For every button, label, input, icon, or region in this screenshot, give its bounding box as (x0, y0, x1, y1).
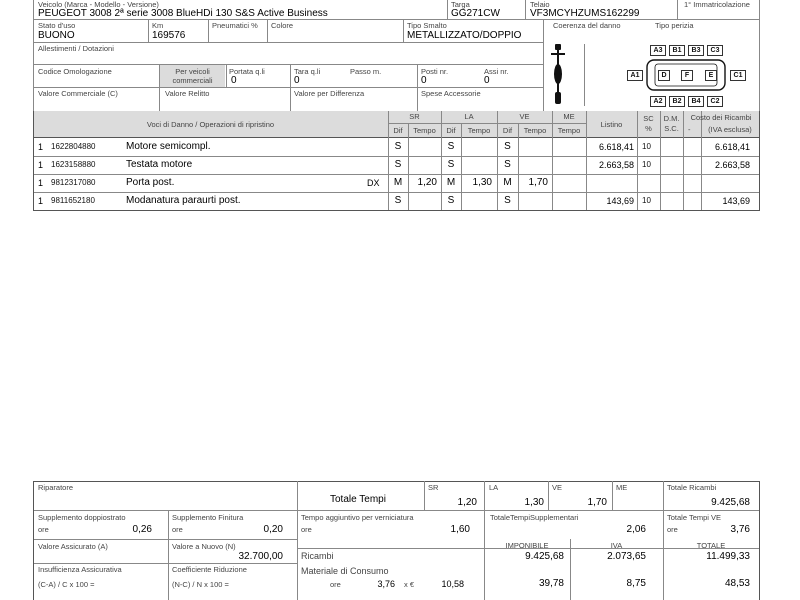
zone-e[interactable]: E (705, 70, 717, 81)
zone-f[interactable]: F (681, 70, 693, 81)
consumables-label: Materiale di Consumo (301, 566, 389, 576)
consumables-hours: 3,76 (377, 579, 395, 589)
row-ve-dif: M (503, 177, 512, 188)
table-title: Voci di Danno / Operazioni di ripristino (146, 120, 275, 129)
cost-dash: - (688, 125, 691, 134)
row-listino: 143,69 (606, 196, 634, 206)
row-la-time: 1,30 (472, 177, 492, 188)
accessory-costs-label: Spese Accessorie (421, 89, 481, 98)
la-dif-header: Dif (446, 126, 456, 135)
vehicle-km: 169576 (152, 30, 186, 41)
commercial-label-1: Per veicoli (175, 67, 210, 76)
consumables-rate: 10,58 (441, 579, 464, 589)
row-description: Modanatura paraurti post. (126, 195, 241, 206)
parts-vat: 2.073,65 (607, 551, 646, 562)
new-value: 32.700,00 (238, 551, 283, 562)
summary-sr-value: 1,20 (457, 497, 477, 508)
zone-a2[interactable]: A2 (650, 96, 666, 107)
consumables-unit: ore (330, 580, 341, 589)
parts-taxable: 9.425,68 (525, 551, 564, 562)
capacity-value: 0 (231, 75, 237, 86)
row-ve-dif: S (504, 159, 511, 170)
row-cost: 2.663,58 (714, 160, 750, 170)
zone-a3[interactable]: A3 (650, 45, 666, 56)
km-label: Km (152, 21, 164, 30)
survey-type-label: Tipo perizia (655, 21, 694, 30)
row-code: 1623158880 (51, 160, 96, 169)
row-sc: 10 (642, 142, 651, 151)
row-qty: 1 (38, 142, 44, 152)
paint-time-value: 1,60 (450, 524, 470, 535)
row-qty: 1 (38, 178, 44, 188)
reduction-formula: (N-C) / N x 100 = (172, 580, 229, 589)
sc2-header: S.C. (664, 124, 679, 133)
la-tempo-header: Tempo (467, 126, 491, 135)
sr-tempo-header: Tempo (413, 126, 436, 135)
fittings-label: Allestimenti / Dotazioni (38, 44, 114, 53)
summary-ve-value: 1,70 (587, 497, 607, 508)
relict-value-label: Valore Relitto (165, 89, 210, 98)
model-label: Veicolo (Marca - Modello - Versione) (38, 0, 159, 9)
row-cost: 143,69 (722, 196, 750, 206)
finish-label: Supplemento Finitura (172, 513, 244, 522)
row-ve-dif: S (504, 141, 511, 152)
zone-a1[interactable]: A1 (627, 70, 643, 81)
row-side: DX (367, 178, 380, 188)
paint-type-label: Tipo Smalto (407, 21, 447, 30)
summary-me-label: ME (616, 483, 628, 492)
tare-value: 0 (294, 75, 300, 86)
zone-b1[interactable]: B1 (669, 45, 685, 56)
commercial-label-2: commerciali (172, 76, 213, 85)
repairer-label: Riparatore (38, 483, 74, 492)
me-tempo-header: Tempo (557, 126, 581, 135)
row-la-dif: M (446, 177, 456, 188)
zone-d[interactable]: D (658, 70, 670, 81)
tare-label: Tara q.li (294, 67, 321, 76)
row-la-dif: S (447, 141, 455, 152)
taxable-label: IMPONIBILE (505, 541, 549, 550)
ve-total-unit: ore (667, 525, 678, 534)
coherence-label: Coerenza del danno (553, 21, 621, 30)
finish-unit: ore (172, 525, 183, 534)
state-label: Stato d'uso (38, 21, 76, 30)
paint-time-unit: ore (301, 525, 312, 534)
row-sr-dif: S (394, 141, 402, 152)
parts-total: 11.499,33 (706, 551, 750, 562)
difference-value-label: Valore per Differenza (294, 89, 365, 98)
supp-times-label: TotaleTempiSupplementari (490, 513, 579, 522)
parts-row-label: Ricambi (301, 551, 334, 561)
wheelbase-label: Passo m. (350, 67, 382, 76)
row-ve-time: 1,70 (528, 177, 548, 188)
capacity-label: Portata q.li (229, 67, 265, 76)
row-code: 9811652180 (51, 196, 95, 205)
double-layer-value: 0,26 (132, 524, 152, 535)
group-me: ME (563, 112, 575, 121)
summary-sr-label: SR (428, 483, 439, 492)
double-layer-unit: ore (38, 525, 49, 534)
row-listino: 2.663,58 (598, 160, 634, 170)
reduction-label: Coefficiente Riduzione (172, 565, 247, 574)
row-sc: 10 (642, 160, 651, 169)
double-layer-label: Supplemento doppiostrato (38, 513, 126, 522)
vehicle-state: BUONO (38, 30, 75, 41)
sc-pct-header: % (645, 124, 652, 133)
chassis-label: Telaio (530, 0, 550, 9)
vehicle-plate: GG271CW (451, 8, 500, 19)
new-value-label: Valore a Nuovo (N) (172, 542, 236, 551)
ve-total-value: 3,76 (730, 524, 750, 535)
underinsurance-label: Insufficienza Assicurativa (38, 565, 122, 574)
sc-header: SC (643, 114, 654, 123)
row-la-dif: S (447, 159, 455, 170)
row-listino: 6.618,41 (598, 142, 634, 152)
vat-label: IVA (610, 541, 623, 550)
row-cost: 6.618,41 (714, 142, 750, 152)
color-label: Colore (271, 21, 294, 30)
row-sr-dif: M (393, 177, 403, 188)
row-description: Porta post. (126, 177, 175, 188)
cost-header: Costo dei Ricambi (690, 113, 752, 122)
ve-dif-header: Dif (502, 126, 513, 135)
ve-tempo-header: Tempo (523, 126, 547, 135)
axles-label: Assi nr. (484, 67, 509, 76)
summary-la-label: LA (489, 483, 499, 492)
summary-la-value: 1,30 (524, 497, 544, 508)
vehicle-chassis: VF3MCYHZUMS162299 (530, 8, 640, 19)
row-sr-dif: S (394, 195, 402, 206)
row-sc: 10 (642, 196, 651, 205)
commercial-value-label: Valore Commerciale (C) (38, 89, 118, 98)
supp-times-value: 2,06 (626, 524, 646, 535)
row-qty: 1 (38, 196, 44, 206)
zone-c1[interactable]: C1 (730, 70, 746, 81)
consumables-taxable: 39,78 (538, 578, 564, 589)
homologation-label: Codice Omologazione (38, 67, 112, 76)
ve-total-label: Totale Tempi VE (667, 513, 722, 522)
group-la: LA (464, 112, 474, 121)
group-ve: VE (519, 112, 530, 121)
zone-b3[interactable]: B3 (688, 45, 704, 56)
total-times-label: Totale Tempi (330, 494, 386, 505)
vehicle-model: PEUGEOT 3008 2ª serie 3008 BlueHDi 130 S&S Active Business (38, 8, 328, 19)
tyres-label: Pneumatici % (212, 21, 258, 30)
total-parts-value: 9.425,68 (711, 497, 750, 508)
row-code: 9812317080 (51, 178, 96, 187)
total-parts-label: Totale Ricambi (667, 483, 717, 492)
dm-header: D.M. (663, 114, 680, 123)
motorcycle-icon (543, 40, 573, 110)
row-ve-dif: S (504, 195, 511, 206)
axles-value: 0 (484, 75, 490, 86)
zone-b4[interactable]: B4 (688, 96, 704, 107)
zone-c3[interactable]: C3 (707, 45, 723, 56)
consumables-total: 48,53 (724, 578, 750, 589)
row-sr-time: 1,20 (417, 177, 437, 188)
consumables-mult: x € (404, 580, 415, 589)
consumables-vat: 8,75 (626, 578, 646, 589)
listino-header: Listino (600, 120, 623, 129)
row-sr-dif: S (394, 159, 402, 170)
paint-time-label: Tempo aggiuntivo per verniciatura (301, 513, 414, 522)
total-label: TOTALE (696, 541, 726, 550)
row-la-dif: S (447, 195, 455, 206)
plate-label: Targa (451, 0, 470, 9)
underinsurance-formula: (C-A) / C x 100 = (38, 580, 95, 589)
cost-subheader: (IVA esclusa) (708, 125, 752, 134)
first-registration-label: 1° Immatricolazione (684, 0, 750, 9)
sr-dif-header: Dif (393, 126, 403, 135)
row-qty: 1 (38, 160, 44, 170)
zone-c2[interactable]: C2 (707, 96, 723, 107)
row-description: Motore semicompl. (126, 141, 211, 152)
insured-value-label: Valore Assicurato (A) (38, 542, 108, 551)
group-sr: SR (409, 112, 420, 121)
paint-type: METALLIZZATO/DOPPIO (407, 30, 522, 41)
zone-b2[interactable]: B2 (669, 96, 685, 107)
row-description: Testata motore (126, 159, 193, 170)
finish-value: 0,20 (263, 524, 283, 535)
summary-ve-label: VE (552, 483, 563, 492)
seats-label: Posti nr. (421, 67, 449, 76)
seats-value: 0 (421, 75, 427, 86)
row-code: 1622804880 (51, 142, 96, 151)
